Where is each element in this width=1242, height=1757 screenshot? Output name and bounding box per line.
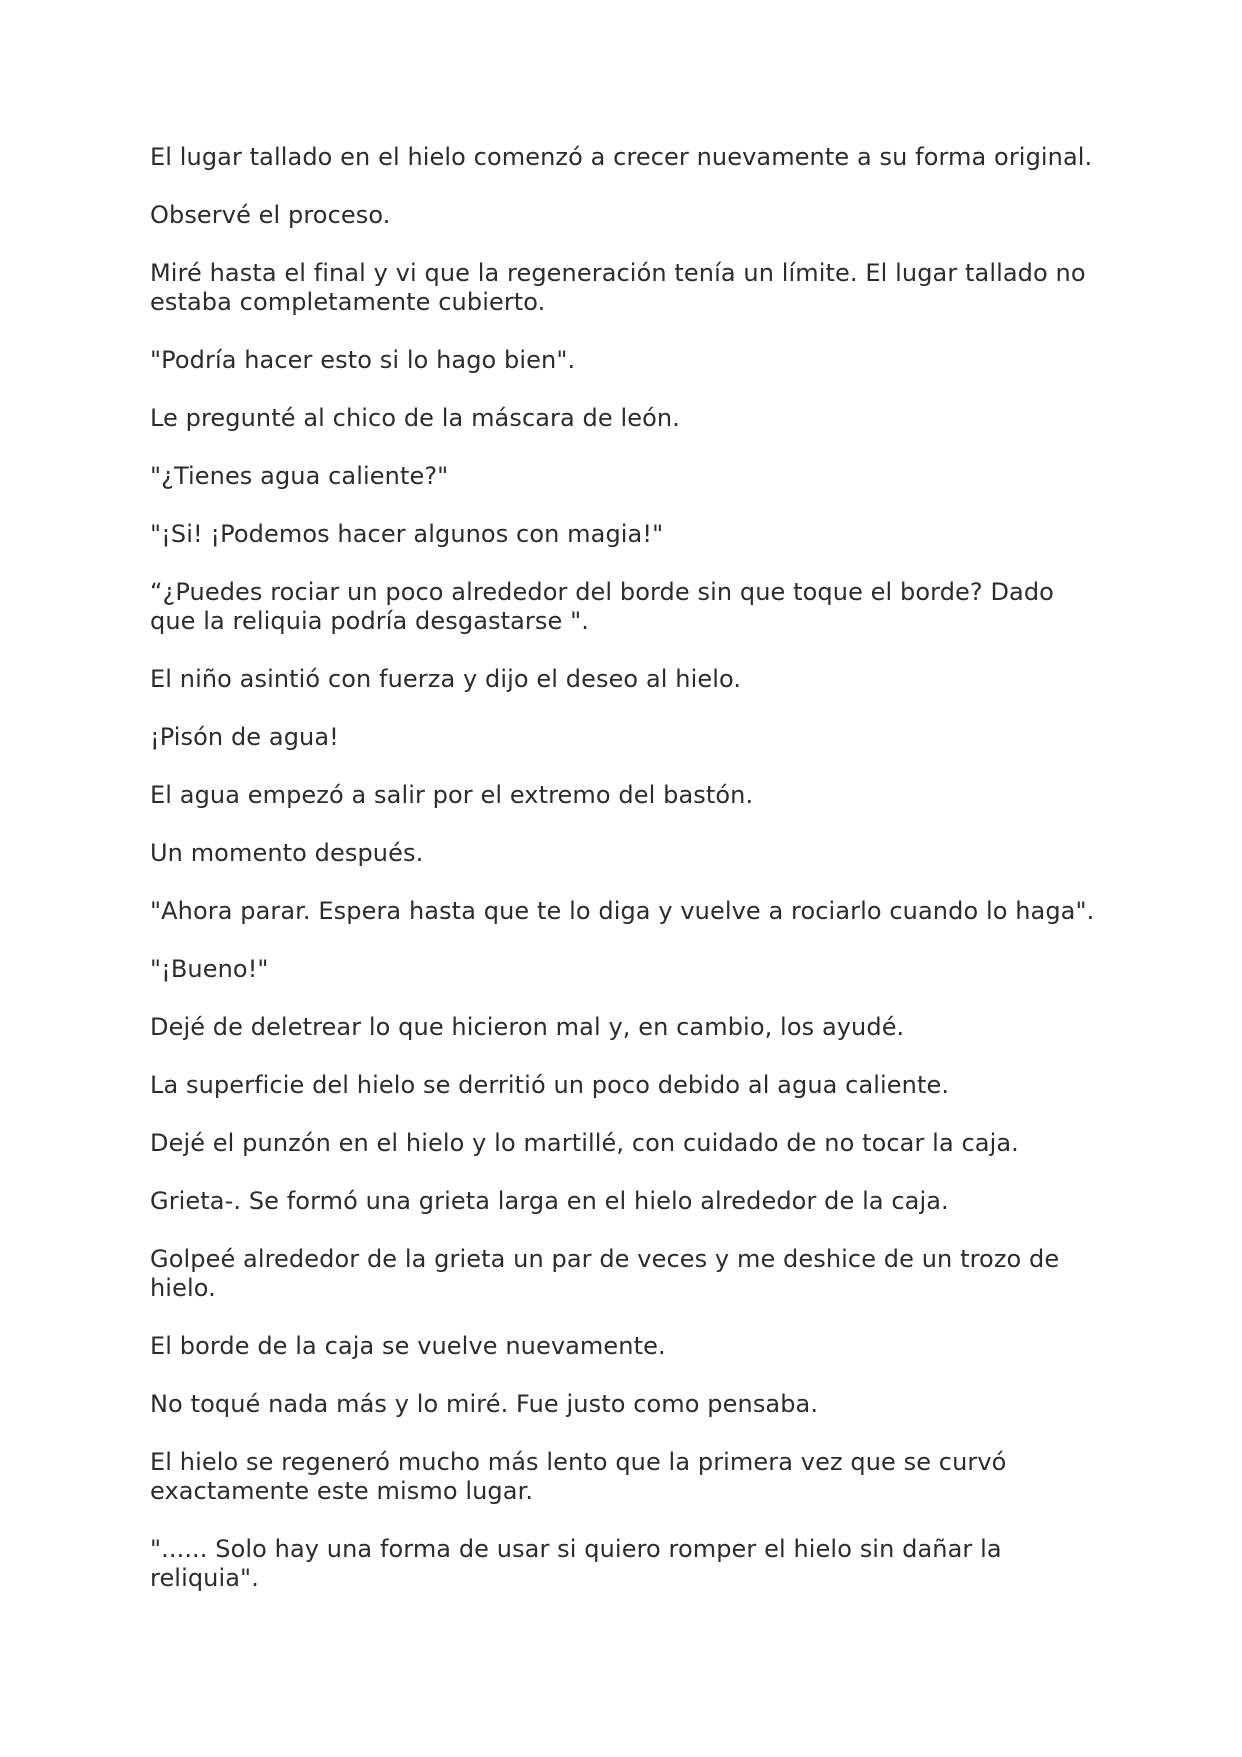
paragraph: Observé el proceso. [150, 201, 391, 229]
paragraph: Miré hasta el final y vi que la regeneración tenía un límite. El lugar tallado no estaba completamente cubierto. [150, 259, 1086, 316]
paragraph: El hielo se regeneró mucho más lento que la primera vez que se curvó exactamente este mismo lugar. [150, 1448, 1007, 1505]
paragraph: El agua empezó a salir por el extremo del bastón. [150, 781, 754, 809]
paragraph: Dejé de deletrear lo que hicieron mal y, en cambio, los ayudé. [150, 1013, 905, 1041]
paragraph: "¡Si! ¡Podemos hacer algunos con magia!" [150, 520, 664, 548]
paragraph: “¿Puedes rociar un poco alrededor del borde sin que toque el borde? Dado que la reliquia podría desgastarse ". [150, 578, 1054, 635]
paragraph: Dejé el punzón en el hielo y lo martillé, con cuidado de no tocar la caja. [150, 1129, 1019, 1157]
paragraph: Le pregunté al chico de la máscara de león. [150, 404, 680, 432]
paragraph: El borde de la caja se vuelve nuevamente. [150, 1332, 666, 1360]
paragraph: Golpeé alrededor de la grieta un par de veces y me deshice de un trozo de hielo. [150, 1245, 1060, 1302]
paragraph: "Podría hacer esto si lo hago bien". [150, 346, 576, 374]
paragraph: La superficie del hielo se derritió un poco debido al agua caliente. [150, 1071, 950, 1099]
paragraph: ¡Pisón de agua! [150, 723, 339, 751]
paragraph: No toqué nada más y lo miré. Fue justo como pensaba. [150, 1390, 819, 1418]
paragraph: "Ahora parar. Espera hasta que te lo diga y vuelve a rociarlo cuando lo haga". [150, 897, 1095, 925]
document-body [150, 143, 1100, 1622]
paragraph: "...... Solo hay una forma de usar si quiero romper el hielo sin dañar la reliquia". [150, 1535, 1002, 1592]
paragraph: Grieta-. Se formó una grieta larga en el hielo alrededor de la caja. [150, 1187, 949, 1215]
paragraph: "¿Tienes agua caliente?" [150, 462, 449, 490]
paragraph: El lugar tallado en el hielo comenzó a crecer nuevamente a su forma original. [150, 143, 1093, 171]
paragraph: El niño asintió con fuerza y dijo el deseo al hielo. [150, 665, 742, 693]
paragraph: Un momento después. [150, 839, 424, 867]
paragraph: "¡Bueno!" [150, 955, 269, 983]
